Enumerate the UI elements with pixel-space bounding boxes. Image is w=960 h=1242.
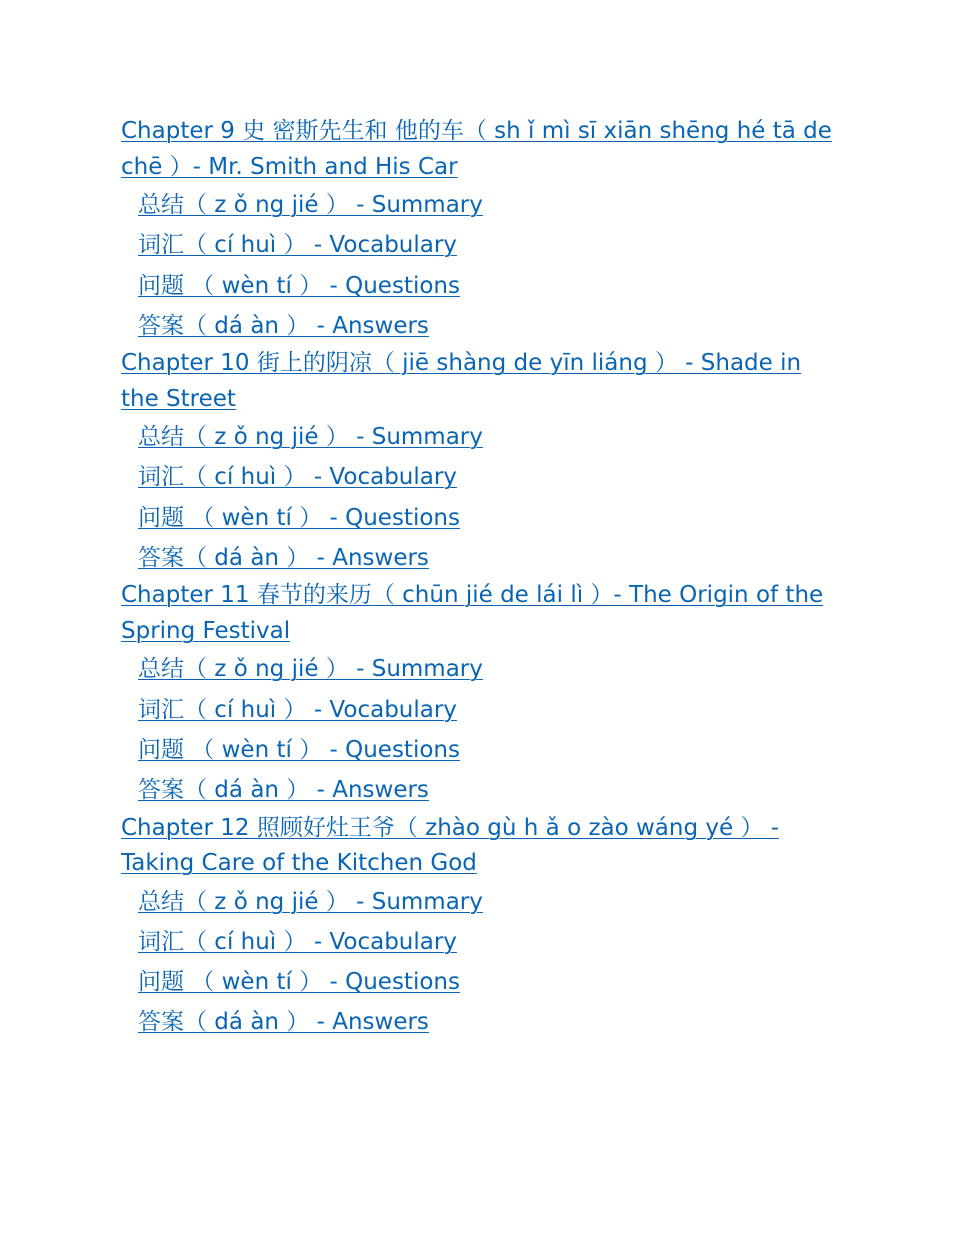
chapter-12-entry [121, 811, 843, 1043]
chapter-9-link[interactable]: Chapter 9 史 密斯先生和 他的车（ sh ǐ mì sī xiān shēng hé tā de chē ）- Mr. Smith and His Car [121, 118, 832, 180]
chapter-12-link[interactable]: Chapter 12 照顾好灶王爷（ zhào gù h ǎ o zào wáng yé ） - Taking Care of the Kitchen God [121, 814, 780, 877]
chapter-10-answers-link[interactable]: 答案（ dá àn ） - Answers [138, 545, 429, 572]
chapter-10-link[interactable]: Chapter 10 街上的阴凉（ jiē shàng de yīn liáng ） - Shade in the Street [121, 350, 802, 412]
chapter-11-entry [121, 578, 843, 810]
chapter-9-vocabulary-link[interactable]: 词汇（ cí huì ） - Vocabulary [138, 232, 457, 259]
chapter-12-summary-link[interactable]: 总结（ z ǒ ng jié ） - Summary [138, 888, 483, 915]
chapter-10-vocabulary-link[interactable]: 词汇（ cí huì ） - Vocabulary [138, 464, 457, 491]
chapter-11-sections [121, 649, 843, 810]
chapter-11-answers-link[interactable]: 答案（ dá àn ） - Answers [138, 777, 429, 804]
chapter-9-entry [121, 114, 843, 346]
chapter-12-vocabulary-link[interactable]: 词汇（ cí huì ） - Vocabulary [138, 928, 457, 955]
chapter-12-answers-link[interactable]: 答案（ dá àn ） - Answers [138, 1009, 429, 1036]
chapter-9-sections [121, 185, 843, 346]
chapter-11-questions-link[interactable]: 问题 （ wèn tí ） - Questions [138, 736, 460, 763]
table-of-contents [121, 114, 843, 1043]
chapter-9-answers-link[interactable]: 答案（ dá àn ） - Answers [138, 312, 429, 339]
chapter-12-sections [121, 882, 843, 1043]
chapter-11-vocabulary-link[interactable]: 词汇（ cí huì ） - Vocabulary [138, 696, 457, 723]
chapter-10-sections [121, 417, 843, 578]
chapter-10-questions-link[interactable]: 问题 （ wèn tí ） - Questions [138, 504, 460, 531]
chapter-12-questions-link[interactable]: 问题 （ wèn tí ） - Questions [138, 969, 460, 996]
chapter-11-summary-link[interactable]: 总结（ z ǒ ng jié ） - Summary [138, 656, 483, 683]
chapter-10-summary-link[interactable]: 总结（ z ǒ ng jié ） - Summary [138, 424, 483, 451]
chapter-9-summary-link[interactable]: 总结（ z ǒ ng jié ） - Summary [138, 192, 483, 218]
chapter-9-questions-link[interactable]: 问题 （ wèn tí ） - Questions [138, 272, 460, 299]
chapter-10-entry [121, 346, 843, 578]
chapter-11-link[interactable]: Chapter 11 春节的来历（ chūn jié de lái lì ）- The Origin of the Spring Festival [121, 582, 824, 644]
